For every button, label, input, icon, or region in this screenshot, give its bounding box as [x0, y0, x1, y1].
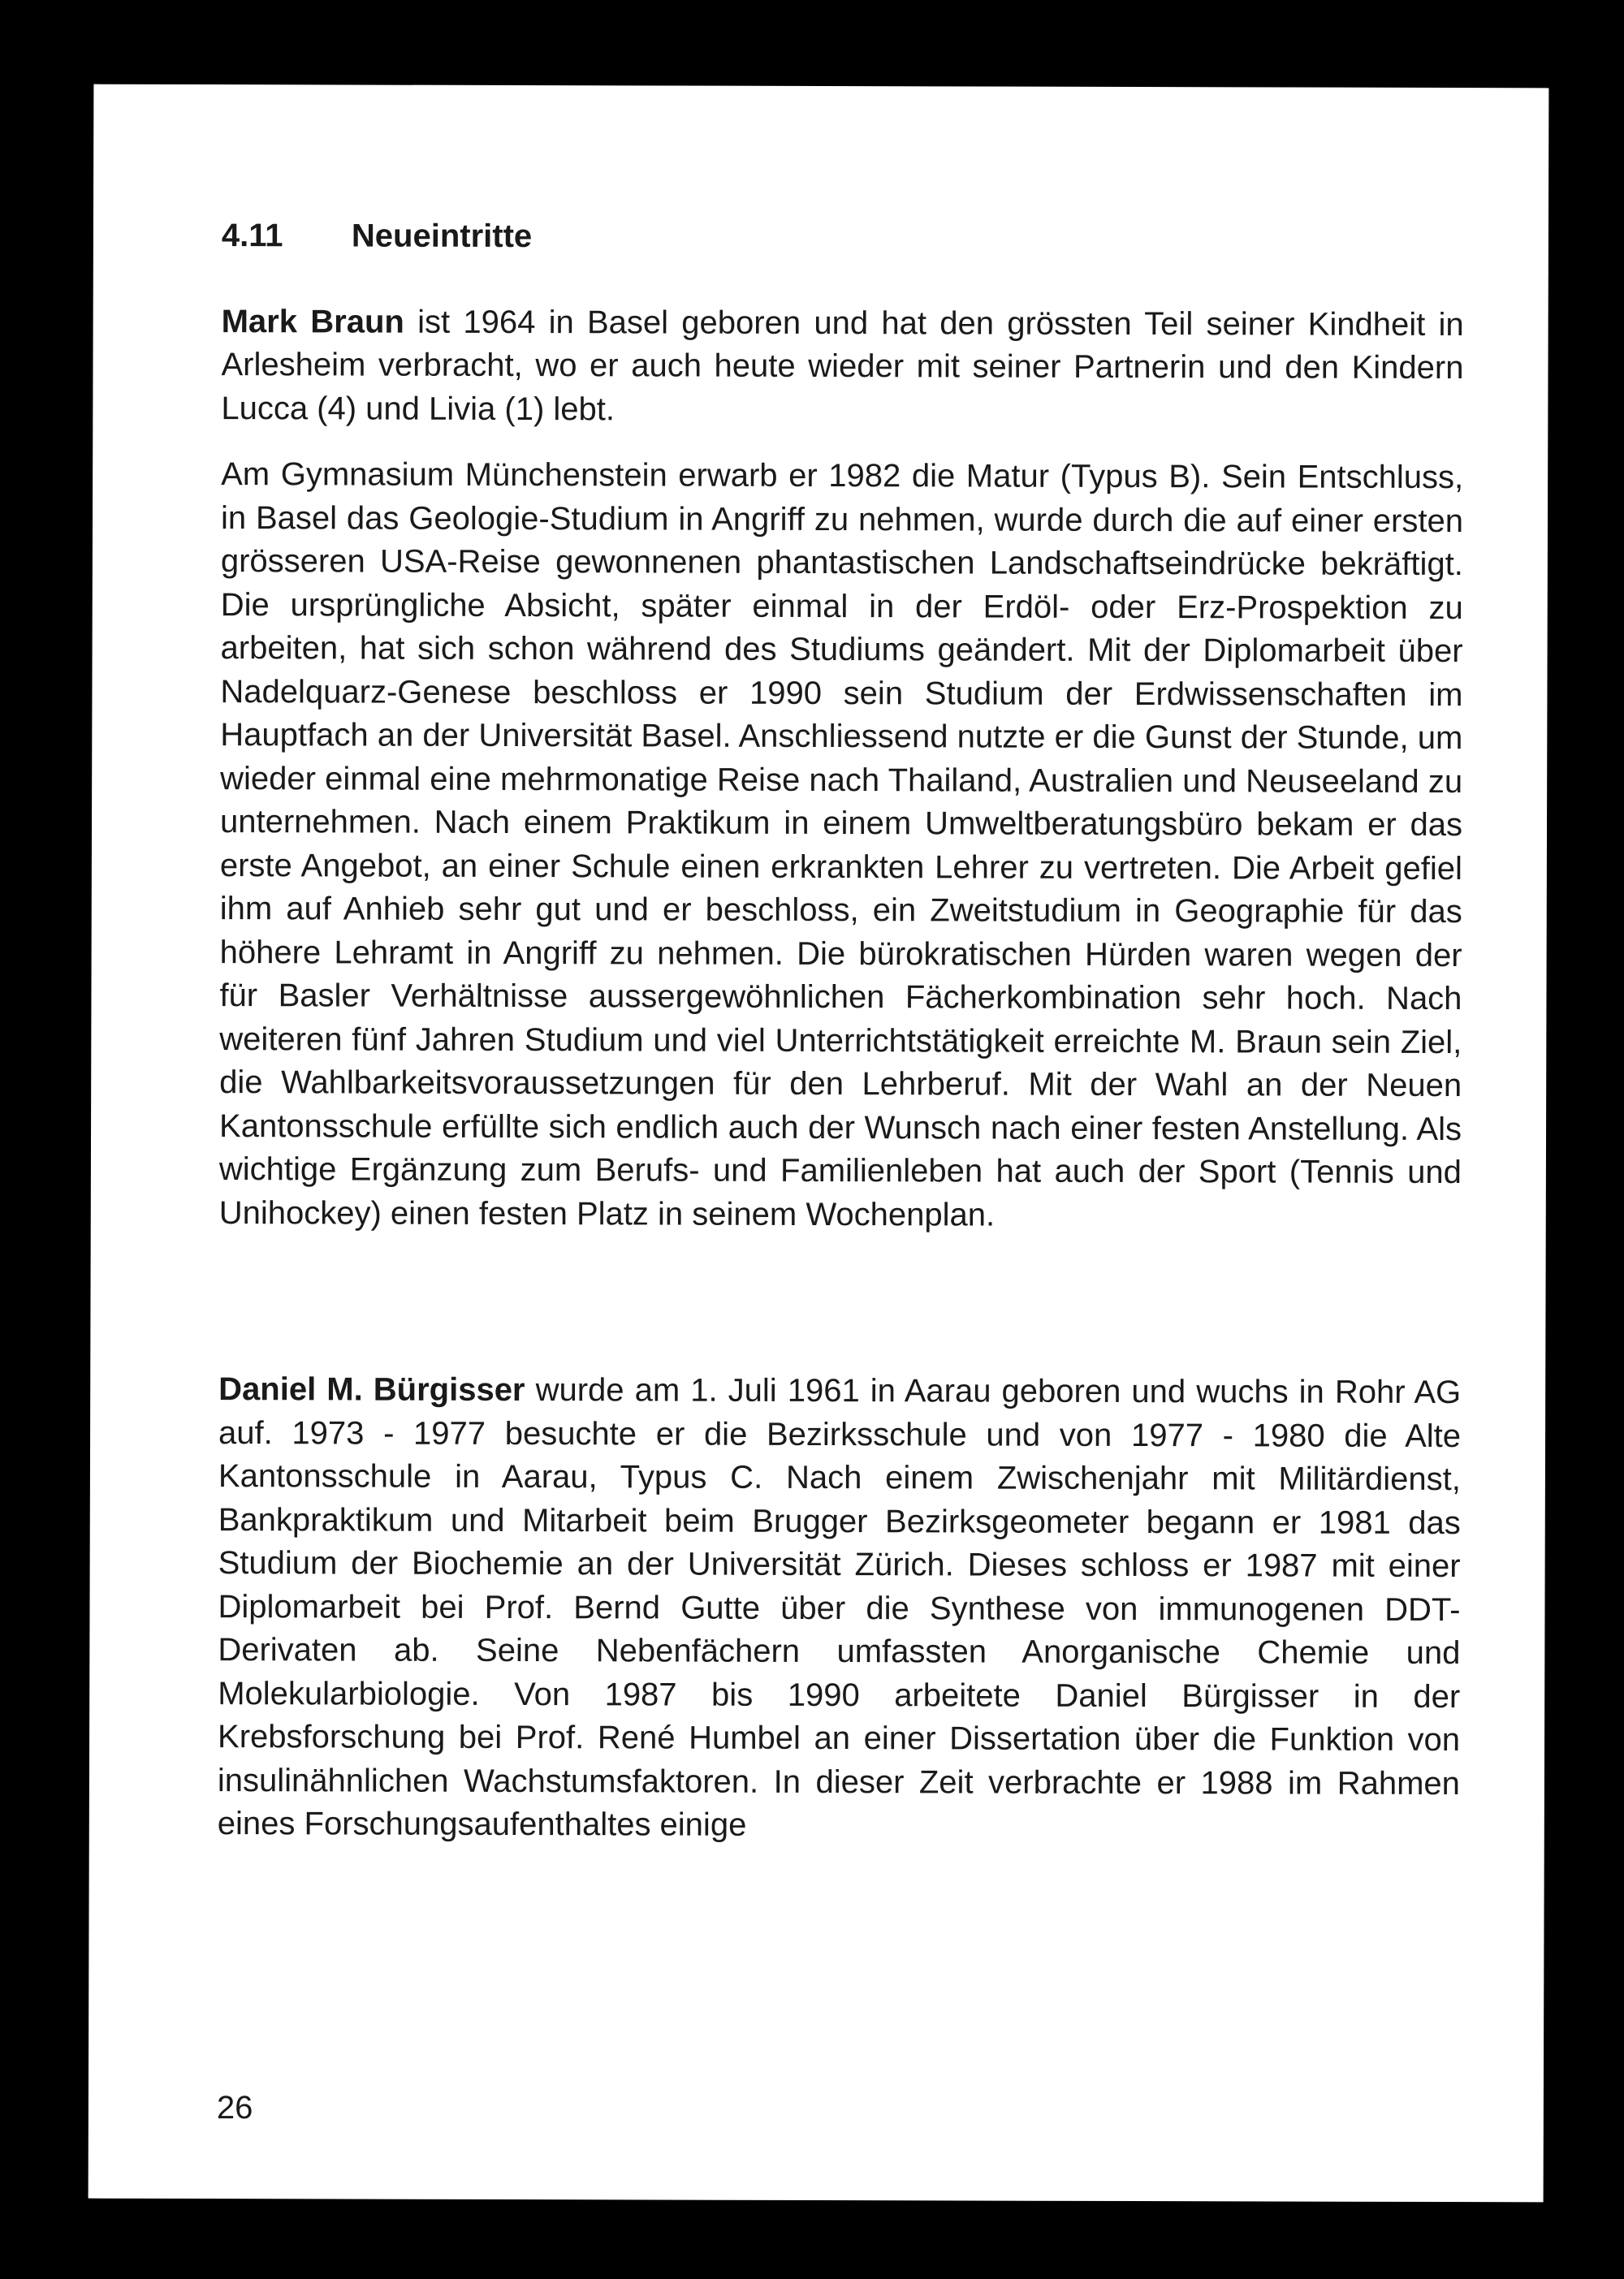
section-heading: [222, 214, 1464, 261]
bio-buergisser-text: wurde am 1. Juli 1961 in Aarau geboren und wuchs in Rohr AG auf. 1973 - 1977 besuchte er die Bezirksschule und von 1977 - 1980 die Alte Kantonsschule in Aarau, Typus C. Nach einem Zwischenjahr mit Militärdienst, Bankpraktikum und Mitarbeit beim Brugger Bezirksgeometer begann er 1981 das Studium der Biochemie an der Universität Zürich. Dieses schloss er 1987 mit einer Diplomarbeit bei Prof. Bernd Gutte über die Synthese von immunogenen DDT-Derivaten ab. Seine Nebenfächern umfassten Anorganische Chemie und Molekularbiologie. Von 1987 bis 1990 arbeitete Daniel Bürgisser in der Krebsforschung bei Prof. René Humbel an einer Dissertation über die Funktion von insulinähnlichen Wachstumsfaktoren. In dieser Zeit verbrachte er 1988 im Rahmen eines Forschungsaufenthaltes einige: [217, 1372, 1462, 1843]
document-page: [89, 84, 1549, 2203]
section-number: 4.11: [221, 218, 283, 254]
page-number: 26: [216, 2090, 253, 2126]
bio-braun-intro-text: ist 1964 in Basel geboren und hat den grössten Teil seiner Kindheit in Arlesheim verbracht, wo er auch heute wieder mit seiner Partnerin und den Kindern Lucca (4) und Livia (1) lebt.: [221, 304, 1464, 427]
bio-mark-braun-intro: [221, 300, 1463, 434]
bio-daniel-buergisser: [218, 1368, 1462, 1850]
section-title: Neueintritte: [351, 218, 533, 255]
person-name-braun: Mark Braun: [221, 303, 404, 340]
page-content: [218, 214, 1464, 1871]
bio-mark-braun-career: Am Gymnasium Münchenstein erwarb er 1982 die Matur (Typus B). Sein Entschluss, in Basel das Geologie-Studium in Angriff zu nehmen, wurde durch die auf einer ersten grösseren USA-Reise gewonnenen phantastischen Landschaftseindrücke bekräftigt. Die ursprüngliche Absicht, später einmal in der Erdöl- oder Erz-Prospektion zu arbeiten, hat sich schon während des Studiums geändert. Mit der Diplomarbeit über Nadelquarz-Genese beschloss er 1990 sein Studium der Erdwissenschaften im Hauptfach an der Universität Basel. Anschliessend nutzte er die Gunst der Stunde, um wieder einmal eine mehrmonatige Reise nach Thailand, Australien und Neuseeland zu unternehmen. Nach einem Praktikum in einem Umweltberatungsbüro bekam er das erste Angebot, an einer Schule einen erkrankten Lehrer zu vertreten. Die Arbeit gefiel ihm auf Anhieb sehr gut und er beschloss, ein Zweitstudium in Geographie für das höhere Lehramt in Angriff zu nehmen. Die bürokratischen Hürden waren wegen der für Basler Verhältnisse aussergewöhnlichen Fächerkombination sehr hoch. Nach weiteren fünf Jahren Studium und viel Unterrichtstätigkeit erreichte M. Braun sein Ziel, die Wahlbarkeitsvoraussetzungen für den Lehrberuf. Mit der Wahl an der Neuen Kantonsschule erfüllte sich endlich auch der Wunsch nach einer festen Anstellung. Als wichtige Ergänzung zum Berufs- und Familienleben hat auch der Sport (Tennis und Unihockey) einen festen Platz in seinem Wochenplan.: [218, 456, 1464, 1233]
person-name-buergisser: Daniel M. Bürgisser: [218, 1371, 525, 1409]
section-spacer: [218, 1258, 1461, 1371]
